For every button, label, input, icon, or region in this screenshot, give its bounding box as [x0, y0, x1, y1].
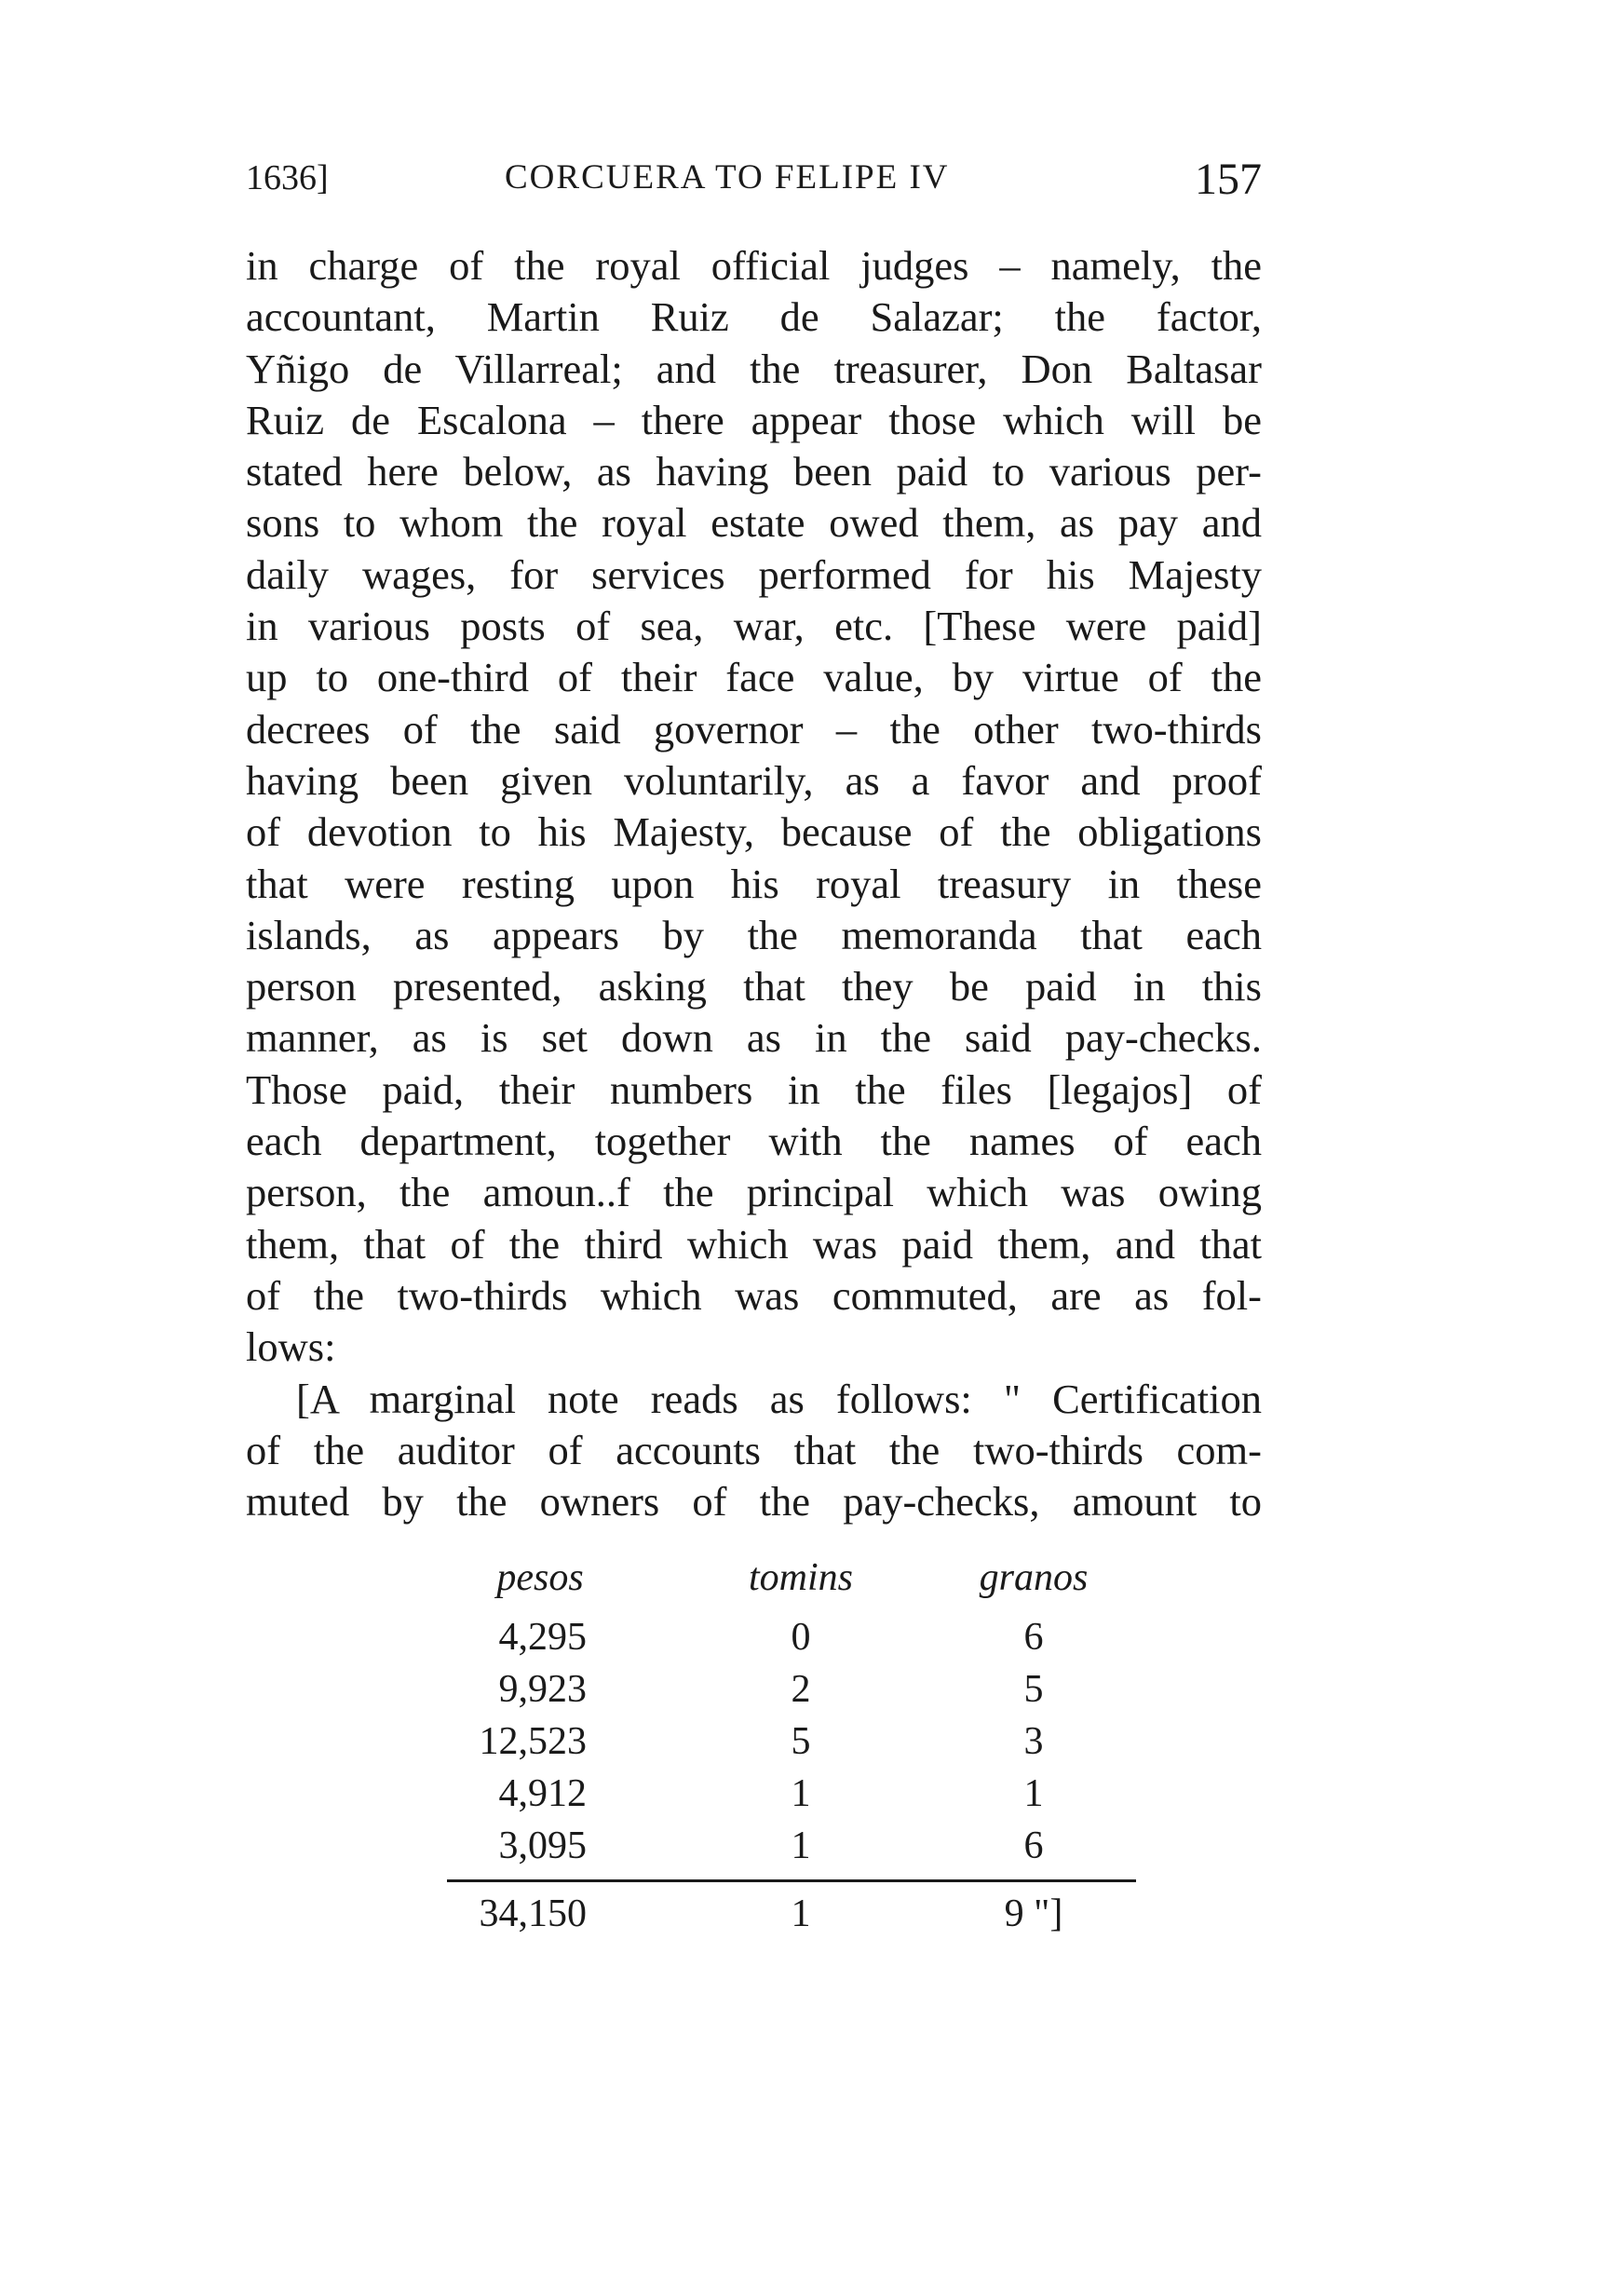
cell-pesos: 4,295 [498, 1616, 587, 1659]
text-line: person presented, asking that they be paid in this [246, 963, 1262, 1010]
total-pesos: 34,150 [479, 1892, 587, 1935]
text-line: person, the amoun..f the principal which was owing [246, 1169, 1262, 1216]
cell-pesos: 4,912 [498, 1772, 587, 1815]
header-granos: granos [979, 1556, 1089, 1599]
table-row [447, 1716, 1136, 1768]
text-line: Those paid, their numbers in the files [legajos] of [246, 1065, 1262, 1113]
text-line: in various posts of sea, war, etc. [These were paid] [246, 603, 1262, 650]
table-row [447, 1820, 1136, 1872]
text-line: Yñigo de Villarreal; and the treasurer, Don Baltasar [246, 345, 1262, 392]
amounts-table [447, 1555, 1136, 1940]
cell-pesos: 12,523 [479, 1720, 587, 1763]
text-line: manner, as is set down as in the said pay-checks. [246, 1014, 1262, 1062]
note-line: of the auditor of accounts that the two-thirds com- [246, 1426, 1262, 1473]
note-line: muted by the owners of the pay-checks, amount to [246, 1478, 1262, 1526]
text-line: sons to whom the royal estate owed them, as pay and [246, 499, 1262, 547]
text-line: that were resting upon his royal treasury in these [246, 860, 1262, 907]
table-row [447, 1663, 1136, 1716]
note-line: [A marginal note reads as follows: " Certification [296, 1375, 1262, 1422]
text-line: stated here below, as having been paid to various per- [246, 448, 1262, 495]
table-header [447, 1555, 1136, 1611]
running-head-year: 1636] [246, 158, 329, 197]
running-head [246, 154, 1262, 210]
text-line: Ruiz de Escalona – there appear those which will be [246, 396, 1262, 443]
cell-tomins: 0 [791, 1616, 811, 1659]
header-tomins: tomins [748, 1556, 853, 1599]
text-line: having been given voluntarily, as a favor and proof [246, 756, 1262, 804]
header-pesos: pesos [496, 1556, 584, 1599]
cell-granos: 6 [1023, 1616, 1044, 1659]
cell-tomins: 5 [791, 1720, 811, 1763]
text-line: them, that of the third which was paid them, and that [246, 1220, 1262, 1268]
total-granos: 9 "] [1004, 1892, 1063, 1935]
cell-granos: 5 [1023, 1668, 1044, 1711]
total-rule [447, 1879, 1136, 1882]
cell-pesos: 3,095 [498, 1824, 587, 1867]
text-line: decrees of the said governor – the other two-thirds [246, 705, 1262, 753]
cell-granos: 3 [1023, 1720, 1044, 1763]
cell-pesos: 9,923 [498, 1668, 587, 1711]
cell-granos: 6 [1023, 1824, 1044, 1867]
text-line: lows: [246, 1323, 336, 1371]
table-row [447, 1611, 1136, 1663]
total-tomins: 1 [791, 1892, 811, 1935]
table-row [447, 1768, 1136, 1820]
cell-granos: 1 [1023, 1772, 1044, 1815]
text-line: each department, together with the names of each [246, 1118, 1262, 1165]
text-line: up to one-third of their face value, by virtue of the [246, 654, 1262, 701]
text-line: islands, as appears by the memoranda that each [246, 911, 1262, 958]
page-number: 157 [1195, 155, 1262, 204]
text-line: of devotion to his Majesty, because of the obligations [246, 808, 1262, 856]
running-head-title: CORCUERA TO FELIPE IV [505, 158, 950, 197]
cell-tomins: 2 [791, 1668, 811, 1711]
body-text [246, 240, 1262, 1527]
table-total-row [447, 1888, 1136, 1940]
text-line: daily wages, for services performed for his Majesty [246, 550, 1262, 598]
text-line: accountant, Martin Ruiz de Salazar; the factor, [246, 293, 1262, 341]
cell-tomins: 1 [791, 1772, 811, 1815]
text-line: of the two-thirds which was commuted, are as fol- [246, 1271, 1262, 1319]
cell-tomins: 1 [791, 1824, 811, 1867]
text-line: in charge of the royal official judges – namely, the [246, 242, 1262, 289]
